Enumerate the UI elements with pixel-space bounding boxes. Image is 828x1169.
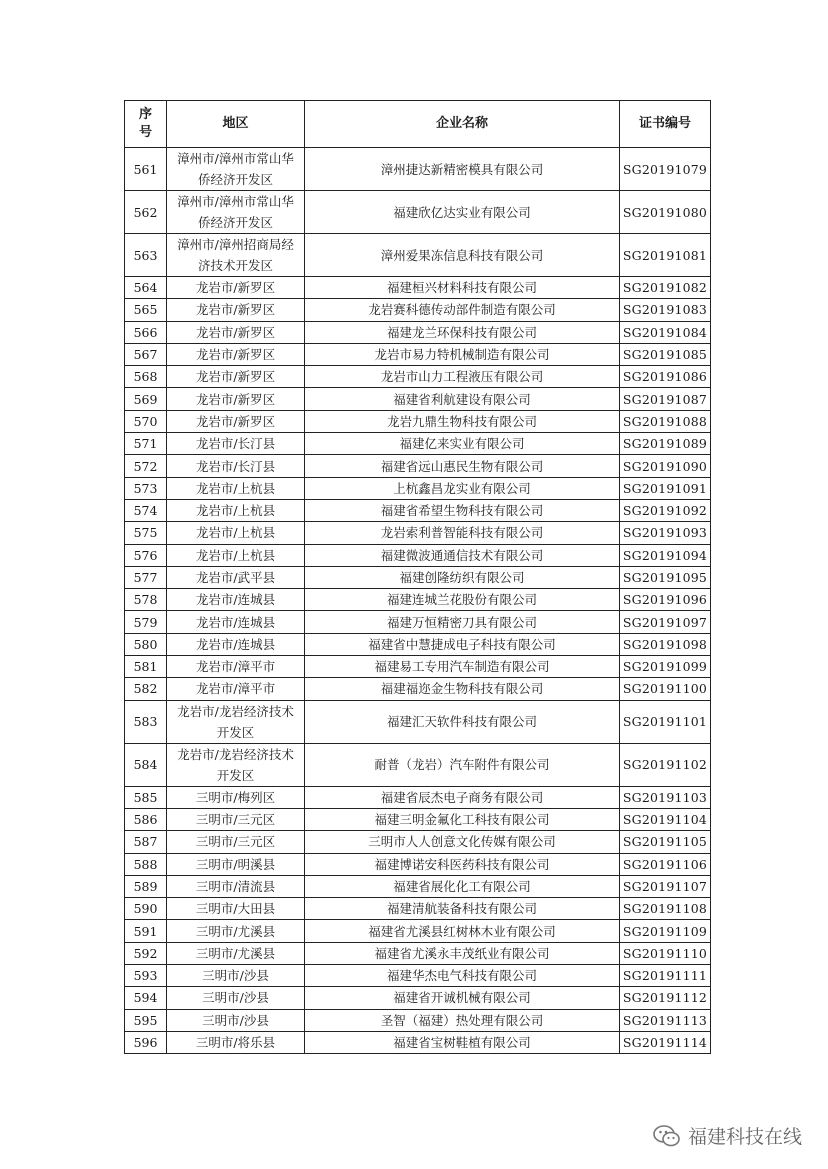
cell-cert: SG20191093 <box>620 522 711 544</box>
cell-company: 福建省宝树鞋植有限公司 <box>305 1031 620 1053</box>
cell-company: 上杭鑫昌龙实业有限公司 <box>305 477 620 499</box>
cell-seq: 577 <box>125 566 167 588</box>
cell-cert: SG20191085 <box>620 343 711 365</box>
cell-cert: SG20191104 <box>620 808 711 830</box>
cell-cert: SG20191094 <box>620 544 711 566</box>
cell-company: 福建博诺安科医药科技有限公司 <box>305 853 620 875</box>
table-row <box>125 366 711 388</box>
table-row <box>125 786 711 808</box>
cell-seq: 590 <box>125 898 167 920</box>
cell-company: 龙岩赛科德传动部件制造有限公司 <box>305 299 620 321</box>
cell-cert: SG20191100 <box>620 678 711 700</box>
table-row <box>125 410 711 432</box>
cell-seq: 582 <box>125 678 167 700</box>
cell-company: 福建省尤溪永丰茂纸业有限公司 <box>305 942 620 964</box>
cell-cert: SG20191114 <box>620 1031 711 1053</box>
cell-cert: SG20191102 <box>620 743 711 786</box>
cell-company: 漳州爱果冻信息科技有限公司 <box>305 234 620 277</box>
header-region: 地区 <box>167 101 305 148</box>
cell-region: 龙岩市/连城县 <box>167 589 305 611</box>
cell-company: 福建华杰电气科技有限公司 <box>305 965 620 987</box>
cell-cert: SG20191110 <box>620 942 711 964</box>
table-row <box>125 831 711 853</box>
cell-cert: SG20191092 <box>620 499 711 521</box>
cell-company: 福建省展化化工有限公司 <box>305 875 620 897</box>
cell-seq: 588 <box>125 853 167 875</box>
cell-seq: 574 <box>125 499 167 521</box>
table-row <box>125 853 711 875</box>
cell-seq: 568 <box>125 366 167 388</box>
cell-company: 耐普（龙岩）汽车附件有限公司 <box>305 743 620 786</box>
cell-cert: SG20191088 <box>620 410 711 432</box>
cell-cert: SG20191112 <box>620 987 711 1009</box>
cell-company: 福建创隆纺织有限公司 <box>305 566 620 588</box>
cell-cert: SG20191083 <box>620 299 711 321</box>
table-header-row <box>125 101 711 148</box>
cell-seq: 592 <box>125 942 167 964</box>
table-row <box>125 544 711 566</box>
cell-region: 龙岩市/漳平市 <box>167 678 305 700</box>
cell-cert: SG20191108 <box>620 898 711 920</box>
table-row <box>125 743 711 786</box>
table-row <box>125 656 711 678</box>
cell-region: 龙岩市/龙岩经济技术开发区 <box>167 700 305 743</box>
table-row <box>125 920 711 942</box>
cell-region: 龙岩市/新罗区 <box>167 366 305 388</box>
cell-region: 三明市/尤溪县 <box>167 942 305 964</box>
cell-cert: SG20191090 <box>620 455 711 477</box>
cell-region: 三明市/沙县 <box>167 987 305 1009</box>
table-body <box>125 148 711 1054</box>
cell-company: 龙岩九鼎生物科技有限公司 <box>305 410 620 432</box>
cell-seq: 578 <box>125 589 167 611</box>
table-row <box>125 611 711 633</box>
cell-company: 福建龙兰环保科技有限公司 <box>305 321 620 343</box>
cell-seq: 567 <box>125 343 167 365</box>
table-row <box>125 299 711 321</box>
cell-seq: 571 <box>125 433 167 455</box>
cell-region: 龙岩市/新罗区 <box>167 299 305 321</box>
table-row <box>125 321 711 343</box>
cell-seq: 594 <box>125 987 167 1009</box>
cell-region: 龙岩市/武平县 <box>167 566 305 588</box>
cell-region: 漳州市/漳州市常山华侨经济开发区 <box>167 191 305 234</box>
table-row <box>125 1031 711 1053</box>
table-row <box>125 388 711 410</box>
certificate-table <box>124 100 711 1054</box>
table-row <box>125 898 711 920</box>
header-seq: 序 号 <box>125 101 167 148</box>
cell-cert: SG20191082 <box>620 277 711 299</box>
cell-company: 福建福迩金生物科技有限公司 <box>305 678 620 700</box>
table-row <box>125 808 711 830</box>
table-row <box>125 633 711 655</box>
table-row <box>125 700 711 743</box>
cell-company: 福建省远山惠民生物有限公司 <box>305 455 620 477</box>
cell-seq: 584 <box>125 743 167 786</box>
cell-seq: 596 <box>125 1031 167 1053</box>
cell-cert: SG20191080 <box>620 191 711 234</box>
cell-company: 龙岩市山力工程液压有限公司 <box>305 366 620 388</box>
table-row <box>125 942 711 964</box>
cell-seq: 561 <box>125 148 167 191</box>
header-company: 企业名称 <box>305 101 620 148</box>
table-row <box>125 566 711 588</box>
cell-seq: 583 <box>125 700 167 743</box>
cell-seq: 586 <box>125 808 167 830</box>
cell-seq: 570 <box>125 410 167 432</box>
cell-seq: 564 <box>125 277 167 299</box>
cell-region: 三明市/梅列区 <box>167 786 305 808</box>
cell-seq: 579 <box>125 611 167 633</box>
table-row <box>125 987 711 1009</box>
cell-region: 龙岩市/长汀县 <box>167 455 305 477</box>
cell-seq: 566 <box>125 321 167 343</box>
cell-cert: SG20191086 <box>620 366 711 388</box>
cell-region: 三明市/将乐县 <box>167 1031 305 1053</box>
cell-region: 龙岩市/上杭县 <box>167 499 305 521</box>
cell-cert: SG20191097 <box>620 611 711 633</box>
cell-seq: 563 <box>125 234 167 277</box>
cell-region: 三明市/清流县 <box>167 875 305 897</box>
cell-cert: SG20191096 <box>620 589 711 611</box>
cell-company: 福建省利航建设有限公司 <box>305 388 620 410</box>
cell-company: 三明市人人创意文化传媒有限公司 <box>305 831 620 853</box>
cell-cert: SG20191091 <box>620 477 711 499</box>
cell-region: 龙岩市/上杭县 <box>167 522 305 544</box>
cell-cert: SG20191103 <box>620 786 711 808</box>
table-row <box>125 277 711 299</box>
cell-seq: 587 <box>125 831 167 853</box>
cell-seq: 575 <box>125 522 167 544</box>
cell-company: 漳州捷达新精密模具有限公司 <box>305 148 620 191</box>
wechat-icon <box>652 1124 682 1148</box>
cell-region: 龙岩市/上杭县 <box>167 477 305 499</box>
cell-company: 福建三明金氟化工科技有限公司 <box>305 808 620 830</box>
cell-seq: 569 <box>125 388 167 410</box>
cell-cert: SG20191095 <box>620 566 711 588</box>
cell-region: 龙岩市/新罗区 <box>167 321 305 343</box>
cell-company: 福建省中慧捷成电子科技有限公司 <box>305 633 620 655</box>
cell-company: 福建连城兰花股份有限公司 <box>305 589 620 611</box>
cell-seq: 595 <box>125 1009 167 1031</box>
table-row <box>125 234 711 277</box>
cell-seq: 585 <box>125 786 167 808</box>
cell-region: 龙岩市/新罗区 <box>167 277 305 299</box>
cell-seq: 573 <box>125 477 167 499</box>
table-row <box>125 522 711 544</box>
cell-cert: SG20191105 <box>620 831 711 853</box>
cell-region: 龙岩市/新罗区 <box>167 410 305 432</box>
cell-seq: 593 <box>125 965 167 987</box>
table-row <box>125 148 711 191</box>
cell-cert: SG20191113 <box>620 1009 711 1031</box>
cell-company: 福建清航装备科技有限公司 <box>305 898 620 920</box>
table-row <box>125 875 711 897</box>
cell-cert: SG20191084 <box>620 321 711 343</box>
cell-region: 漳州市/漳州市常山华侨经济开发区 <box>167 148 305 191</box>
cell-region: 龙岩市/漳平市 <box>167 656 305 678</box>
cell-seq: 581 <box>125 656 167 678</box>
table-row <box>125 678 711 700</box>
cell-region: 龙岩市/新罗区 <box>167 388 305 410</box>
cell-company: 龙岩索利普智能科技有限公司 <box>305 522 620 544</box>
cell-seq: 576 <box>125 544 167 566</box>
cell-cert: SG20191107 <box>620 875 711 897</box>
cell-cert: SG20191101 <box>620 700 711 743</box>
cell-cert: SG20191089 <box>620 433 711 455</box>
cell-region: 龙岩市/龙岩经济技术开发区 <box>167 743 305 786</box>
cell-cert: SG20191099 <box>620 656 711 678</box>
cell-cert: SG20191111 <box>620 965 711 987</box>
cell-region: 龙岩市/连城县 <box>167 633 305 655</box>
table-row <box>125 477 711 499</box>
table-row <box>125 589 711 611</box>
cell-cert: SG20191087 <box>620 388 711 410</box>
cell-region: 三明市/三元区 <box>167 808 305 830</box>
cell-seq: 562 <box>125 191 167 234</box>
cell-company: 福建亿来实业有限公司 <box>305 433 620 455</box>
cell-company: 福建易工专用汽车制造有限公司 <box>305 656 620 678</box>
cell-seq: 572 <box>125 455 167 477</box>
cell-region: 三明市/沙县 <box>167 965 305 987</box>
cell-cert: SG20191098 <box>620 633 711 655</box>
cell-seq: 580 <box>125 633 167 655</box>
header-cert: 证书编号 <box>620 101 711 148</box>
cell-seq: 589 <box>125 875 167 897</box>
cell-cert: SG20191106 <box>620 853 711 875</box>
cell-region: 龙岩市/新罗区 <box>167 343 305 365</box>
cell-company: 福建欣亿达实业有限公司 <box>305 191 620 234</box>
cell-company: 福建微波通通信技术有限公司 <box>305 544 620 566</box>
watermark-text: 福建科技在线 <box>687 1126 802 1148</box>
cell-region: 漳州市/漳州招商局经济技术开发区 <box>167 234 305 277</box>
cell-company: 福建桓兴材料科技有限公司 <box>305 277 620 299</box>
cell-seq: 565 <box>125 299 167 321</box>
cell-cert: SG20191109 <box>620 920 711 942</box>
cell-company: 福建万恒精密刀具有限公司 <box>305 611 620 633</box>
cell-region: 龙岩市/上杭县 <box>167 544 305 566</box>
cell-region: 三明市/沙县 <box>167 1009 305 1031</box>
cell-company: 福建省辰杰电子商务有限公司 <box>305 786 620 808</box>
cell-region: 三明市/尤溪县 <box>167 920 305 942</box>
cell-seq: 591 <box>125 920 167 942</box>
cell-region: 龙岩市/连城县 <box>167 611 305 633</box>
cell-region: 龙岩市/长汀县 <box>167 433 305 455</box>
cell-company: 福建省希望生物科技有限公司 <box>305 499 620 521</box>
watermark <box>652 1122 802 1149</box>
cell-cert: SG20191081 <box>620 234 711 277</box>
cell-company: 福建省尤溪县红树林木业有限公司 <box>305 920 620 942</box>
table-row <box>125 433 711 455</box>
cell-company: 福建省开诚机械有限公司 <box>305 987 620 1009</box>
cell-cert: SG20191079 <box>620 148 711 191</box>
table-row <box>125 1009 711 1031</box>
cell-region: 三明市/大田县 <box>167 898 305 920</box>
table-row <box>125 499 711 521</box>
cell-region: 三明市/三元区 <box>167 831 305 853</box>
table-row <box>125 455 711 477</box>
table-row <box>125 191 711 234</box>
cell-company: 龙岩市易力特机械制造有限公司 <box>305 343 620 365</box>
cell-company: 福建汇天软件科技有限公司 <box>305 700 620 743</box>
table-row <box>125 965 711 987</box>
cell-company: 圣智（福建）热处理有限公司 <box>305 1009 620 1031</box>
cell-region: 三明市/明溪县 <box>167 853 305 875</box>
table-row <box>125 343 711 365</box>
